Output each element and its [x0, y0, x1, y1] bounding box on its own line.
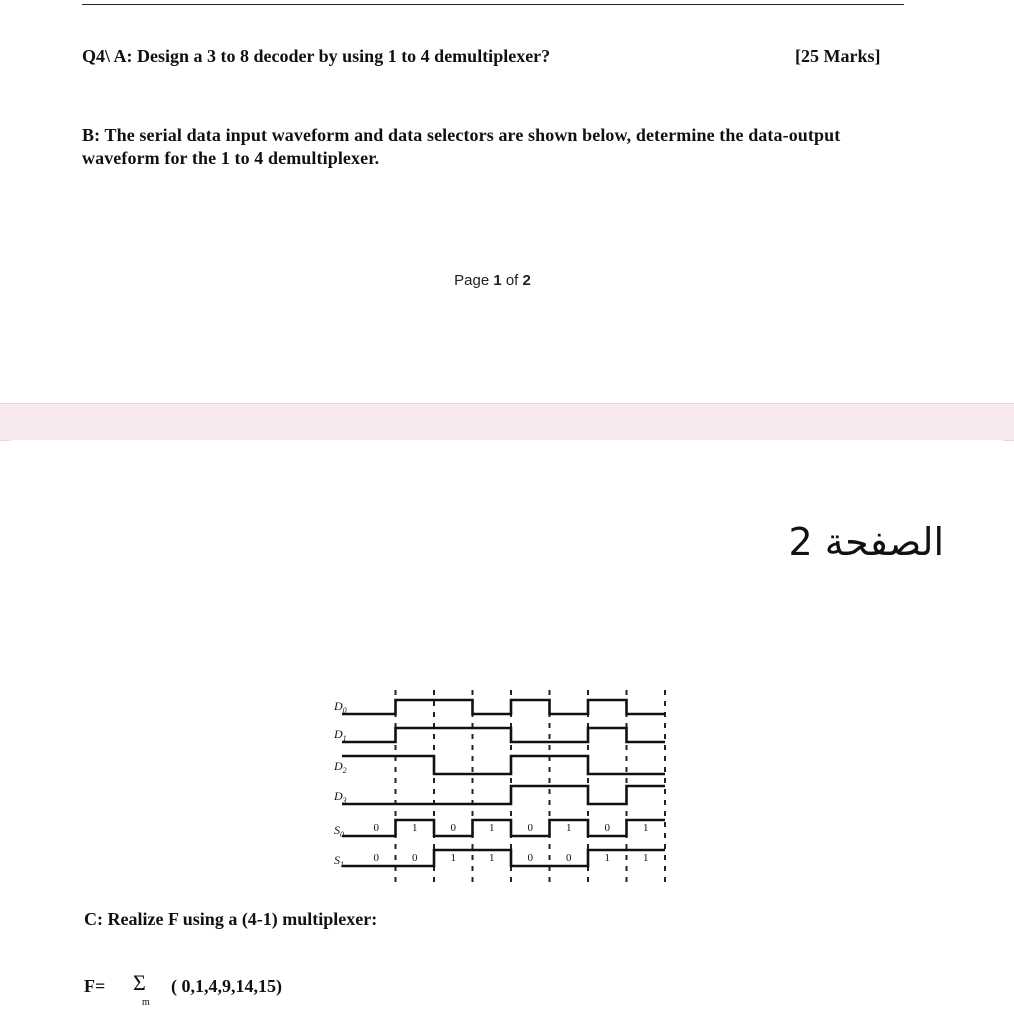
bit-label-s1: 1 [643, 852, 649, 864]
signal-label-d0: $D_0$ [334, 699, 347, 715]
arabic-page-label: الصفحة 2 [788, 520, 944, 564]
page-1 [0, 0, 1014, 402]
bit-label-s0: 0 [450, 822, 456, 834]
page-separator [0, 403, 1014, 441]
bit-label-s0: 0 [527, 822, 533, 834]
waveform-d1 [342, 728, 665, 742]
bit-label-s1: 1 [450, 852, 456, 864]
signal-label-d1: $D_1$ [334, 727, 347, 743]
page-number: Page 1 of 2 [454, 272, 531, 289]
signal-label-s1: $S_1$ [334, 853, 344, 869]
f-label: F= [84, 976, 106, 996]
marks-label: [25 Marks] [795, 46, 881, 66]
bit-label-s1: 0 [566, 852, 572, 864]
bit-label-s1: 1 [489, 852, 495, 864]
waveform-s1 [342, 850, 665, 866]
bit-label-s1: 0 [373, 852, 379, 864]
sigma-symbol: Σ [133, 970, 146, 995]
bit-label-s0: 0 [604, 822, 610, 834]
question-a: Q4\ A: Design a 3 to 8 decoder by using 1 to 4 demultiplexer? [82, 46, 551, 66]
top-rule [82, 4, 904, 5]
signal-label-d3: $D_3$ [334, 789, 347, 805]
bit-label-s1: 1 [604, 852, 610, 864]
waveform-d0 [342, 700, 665, 714]
signal-label-s0: $S_0$ [334, 823, 344, 839]
bit-label-s0: 1 [643, 822, 649, 834]
bit-label-s1: 0 [527, 852, 533, 864]
page-2 [0, 440, 1014, 1013]
question-b: B: The serial data input waveform and data selectors are shown below, determine the data-output waveform for the 1 to 4 demultiplexer. [82, 125, 841, 168]
signal-label-d2: $D_2$ [334, 759, 347, 775]
waveform-d3 [342, 786, 665, 804]
waveform-d2 [342, 756, 665, 774]
bit-label-s1: 0 [412, 852, 418, 864]
waveform-s0 [342, 820, 665, 836]
question-c: C: Realize F using a (4-1) multiplexer: [84, 909, 378, 929]
waveform-diagram [320, 690, 680, 890]
bit-label-s0: 0 [373, 822, 379, 834]
sigma-subscript: m [142, 997, 150, 1008]
bit-label-s0: 1 [412, 822, 418, 834]
minterm-list: ( 0,1,4,9,14,15) [171, 976, 282, 996]
bit-label-s0: 1 [489, 822, 495, 834]
bit-label-s0: 1 [566, 822, 572, 834]
